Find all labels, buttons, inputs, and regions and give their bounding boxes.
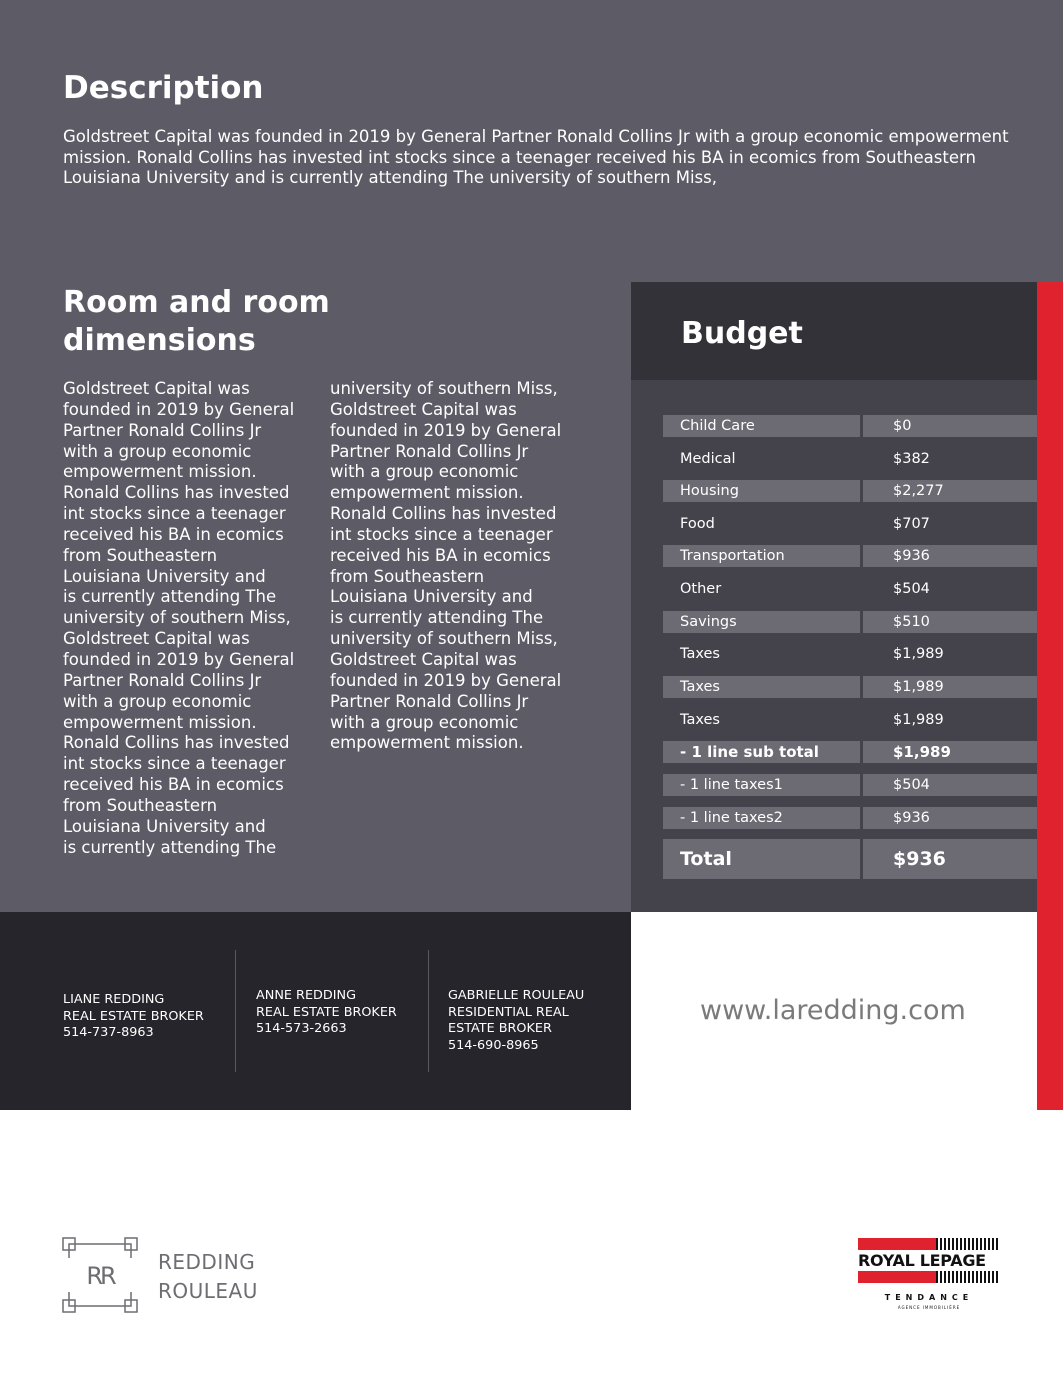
budget-row-label: Housing bbox=[680, 483, 739, 499]
budget-row-divider bbox=[860, 611, 863, 633]
royal-lepage-name: ROYAL LEPAGE bbox=[858, 1251, 986, 1270]
agent-card bbox=[63, 992, 204, 1042]
budget-row-value: $0 bbox=[893, 418, 912, 434]
rooms-column-1: Goldstreet Capital was founded in 2019 by General Partner Ronald Collins Jr with a group economic empowerment mission. Ronald Collins has invested int stocks since a teenager received his BA in ecomics from Southeastern Louisiana University and is currently attending The university of southern Miss, Goldstreet Capital was founded in 2019 by General Partner Ronald Collins Jr with a group economic empowerment mission. Ronald Collins has invested int stocks since a teenager received his BA in ecomics from Southeastern Louisiana University and is currently attending The bbox=[63, 379, 295, 857]
agent-phone[interactable]: 514-737-8963 bbox=[63, 1025, 154, 1041]
budget-row-divider bbox=[860, 545, 863, 567]
budget-row bbox=[663, 676, 1037, 698]
budget-row bbox=[663, 545, 1037, 567]
budget-row-label: Other bbox=[680, 581, 722, 597]
budget-row-label: Transportation bbox=[680, 548, 785, 564]
budget-row-label: - 1 line taxes1 bbox=[680, 777, 783, 793]
budget-row-label: Savings bbox=[680, 614, 737, 630]
budget-row-value: $936 bbox=[893, 548, 930, 564]
agent-title: REAL ESTATE BROKER bbox=[256, 1004, 397, 1020]
logo-line-2: ROULEAU bbox=[158, 1279, 258, 1303]
budget-row-value: $1,989 bbox=[893, 679, 944, 695]
royal-lepage-agence: AGENCE IMMOBILIÈRE bbox=[897, 1305, 961, 1310]
description-title: Description bbox=[63, 70, 264, 106]
budget-total-value: $936 bbox=[893, 848, 946, 870]
accent-bar bbox=[1037, 282, 1063, 1110]
budget-row-divider bbox=[860, 415, 863, 437]
agent-phone[interactable]: 514-690-8965 bbox=[448, 1037, 539, 1053]
budget-row-divider bbox=[860, 741, 863, 763]
royal-lepage-logo bbox=[858, 1238, 1000, 1314]
budget-row-label: Taxes bbox=[680, 679, 720, 695]
footer-divider bbox=[428, 950, 429, 1072]
redding-rouleau-logo-icon bbox=[61, 1236, 139, 1314]
agent-name: GABRIELLE ROULEAU bbox=[448, 988, 585, 1003]
budget-title: Budget bbox=[681, 316, 803, 351]
agent-phone[interactable]: 514-573-2663 bbox=[256, 1021, 347, 1037]
budget-row bbox=[663, 513, 1037, 535]
budget-row-value: $936 bbox=[893, 810, 930, 826]
agent-card bbox=[448, 988, 584, 1054]
budget-row-value: $1,989 bbox=[893, 743, 951, 761]
budget-row-label: Taxes bbox=[680, 646, 720, 662]
budget-row-label: Taxes bbox=[680, 712, 720, 728]
budget-row-divider bbox=[860, 480, 863, 502]
agent-title: RESIDENTIAL REAL bbox=[448, 1004, 569, 1020]
rooms-title: Room and room dimensions bbox=[63, 285, 330, 358]
budget-row bbox=[663, 578, 1037, 600]
royal-lepage-tendance: TENDANCE bbox=[884, 1293, 974, 1302]
agent-title: REAL ESTATE BROKER bbox=[63, 1008, 204, 1024]
agent-title-continued: ESTATE BROKER bbox=[448, 1021, 552, 1037]
logo-wordmark bbox=[158, 1248, 258, 1306]
royal-lepage-barcode-icon bbox=[936, 1238, 1000, 1250]
rooms-column-2: university of southern Miss, Goldstreet Capital was founded in 2019 by General Partner Ronald Collins Jr with a group economic empowerment mission. Ronald Collins has invested int stocks since a teenager received his BA in ecomics from Southeastern Louisiana University and is currently attending The university of southern Miss, Goldstreet Capital was founded in 2019 by General Partner Ronald Collins Jr with a group economic empowerment mission. bbox=[330, 379, 562, 753]
budget-row-value: $1,989 bbox=[893, 646, 944, 662]
budget-row-value: $382 bbox=[893, 451, 930, 467]
budget-row-divider bbox=[860, 839, 863, 879]
footer-divider bbox=[235, 950, 236, 1072]
budget-row bbox=[663, 807, 1037, 829]
logo-monogram: RR bbox=[86, 1262, 114, 1290]
agent-name: LIANE REDDING bbox=[63, 992, 165, 1007]
budget-subtotal-row bbox=[663, 741, 1037, 763]
budget-row-value: $510 bbox=[893, 614, 930, 630]
website-link[interactable]: www.laredding.com bbox=[700, 995, 966, 1026]
budget-panel bbox=[631, 282, 1037, 912]
logo-line-1: REDDING bbox=[158, 1250, 256, 1274]
budget-row-label: - 1 line taxes2 bbox=[680, 810, 783, 826]
royal-lepage-barcode-icon bbox=[936, 1271, 1000, 1283]
budget-row-value: $504 bbox=[893, 581, 930, 597]
budget-row-label: - 1 line sub total bbox=[680, 743, 819, 761]
budget-row bbox=[663, 709, 1037, 731]
budget-row-value: $504 bbox=[893, 777, 930, 793]
agent-name: ANNE REDDING bbox=[256, 988, 357, 1003]
budget-row bbox=[663, 480, 1037, 502]
agents-footer bbox=[0, 912, 631, 1110]
budget-row-divider bbox=[860, 676, 863, 698]
budget-row-label: Food bbox=[680, 516, 715, 532]
budget-row-label: Medical bbox=[680, 451, 736, 467]
budget-row bbox=[663, 415, 1037, 437]
budget-total-label: Total bbox=[680, 848, 732, 870]
budget-row-value: $2,277 bbox=[893, 483, 944, 499]
budget-row-label: Child Care bbox=[680, 418, 755, 434]
budget-row bbox=[663, 774, 1037, 796]
budget-row-value: $707 bbox=[893, 516, 930, 532]
agent-card bbox=[256, 988, 397, 1038]
budget-row-value: $1,989 bbox=[893, 712, 944, 728]
budget-row-divider bbox=[860, 807, 863, 829]
description-body: Goldstreet Capital was founded in 2019 by General Partner Ronald Collins Jr with a group economic empowerment mission. Ronald Collins has invested int stocks since a teenager received his BA in ecomics from Southeastern Louisiana University and is currently attending The university of southern Miss, bbox=[63, 127, 1009, 188]
budget-row-divider bbox=[860, 774, 863, 796]
budget-row bbox=[663, 611, 1037, 633]
budget-total-row bbox=[663, 839, 1037, 879]
budget-row bbox=[663, 448, 1037, 470]
budget-row bbox=[663, 643, 1037, 665]
budget-header bbox=[631, 282, 1037, 380]
